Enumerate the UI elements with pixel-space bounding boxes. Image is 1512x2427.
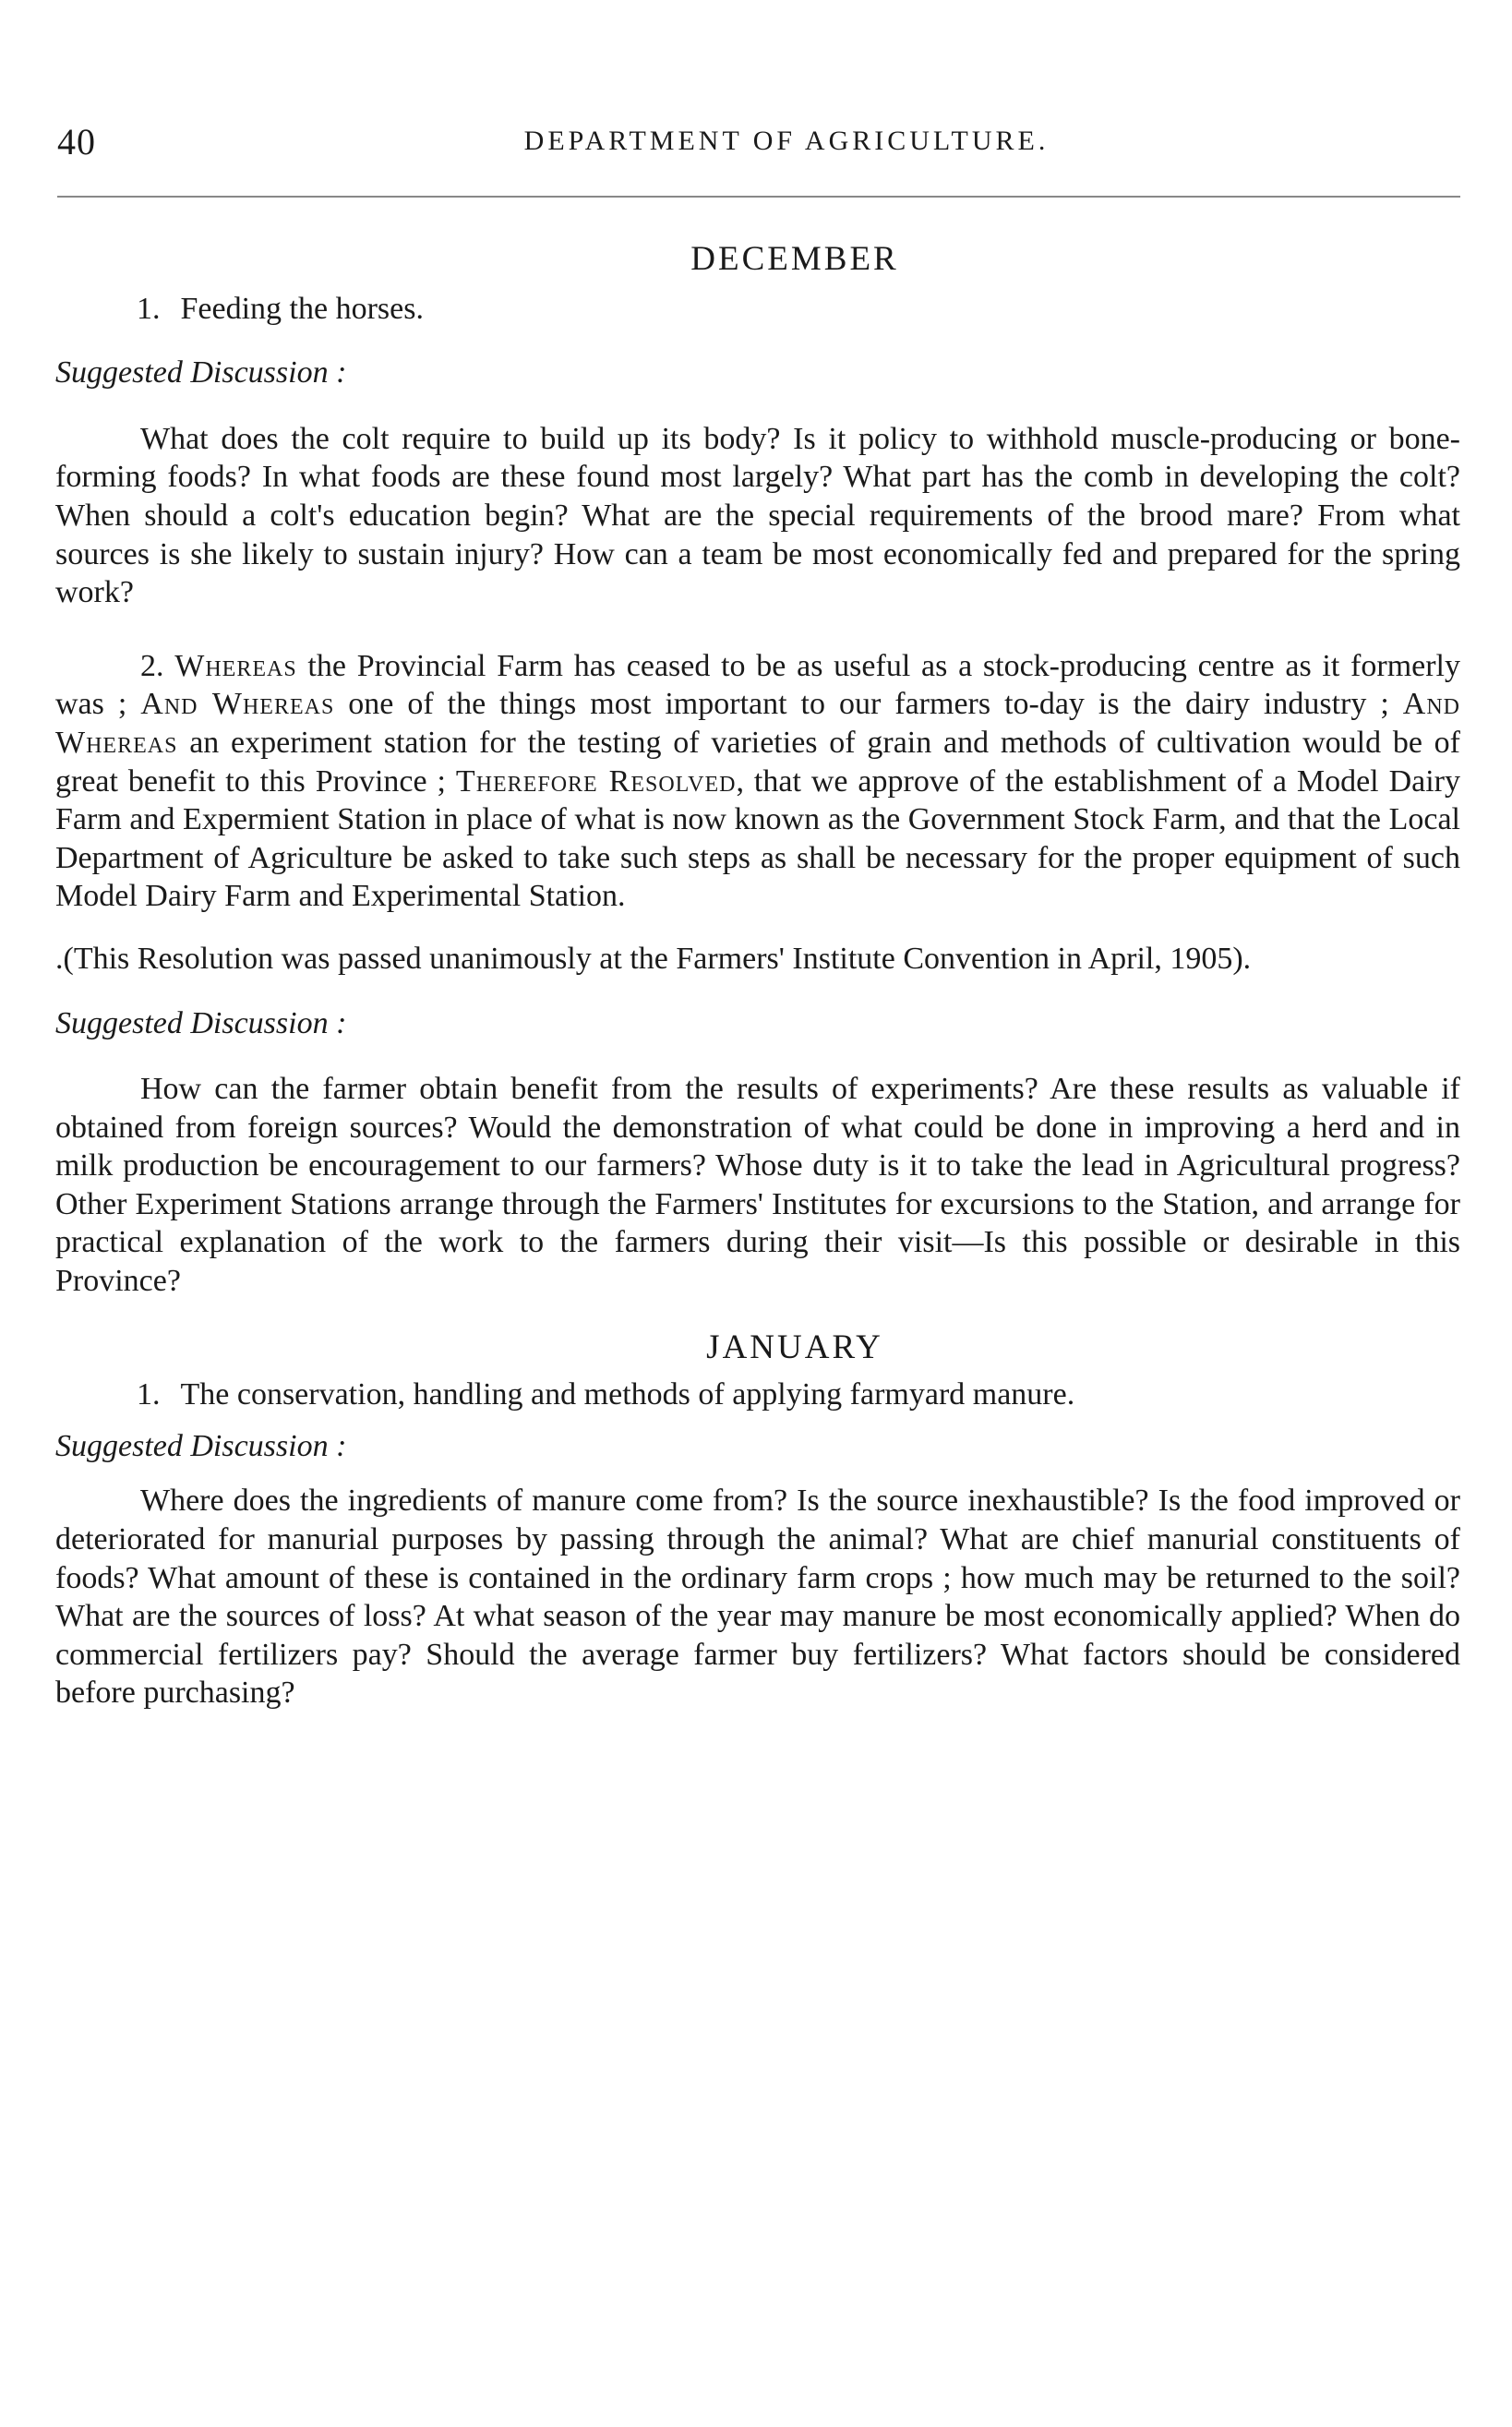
item-number: 1. xyxy=(137,291,161,326)
item-text: Feeding the horses. xyxy=(180,291,424,326)
month-heading-january: JANUARY xyxy=(706,1328,883,1366)
resolution-text: an experiment station for the testing of varieties of grain and methods of cultivation would be of great benefit to this Province ; xyxy=(55,725,1460,799)
discussion-label: Suggested Discussion : xyxy=(55,355,347,390)
item-number: 1. xyxy=(137,1377,161,1412)
resolution-note: .(This Resolution was passed unanimously at the Farmers' Institute Convention in April, 1905). xyxy=(55,941,1252,976)
resolution-paragraph xyxy=(55,647,1460,916)
resolution-text: , that we approve of the establishment of a Model Dairy Farm and Expermient Station in place of what is now known as the Government Stock Farm, and that the Local Department of Agriculture be asked to take such steps as shall be necessary for the proper equipment of such Model Dairy Farm and Experimental Station. xyxy=(55,763,1460,914)
discussion-label: Suggested Discussion : xyxy=(55,1005,347,1040)
page-number: 40 xyxy=(57,121,96,162)
resolved-keyword: Therefore Resolved xyxy=(455,763,737,799)
whereas-keyword: Whereas xyxy=(174,648,297,683)
discussion-paragraph: Where does the ingredients of manure come from? Is the source inexhaustible? Is the food improved or deteriorated for manurial purposes by passing through the animal? What are chief manurial constituents of foods? What amount of these is contained in the ordinary farm crops ; how much may be returned to the soil? What are the sources of loss? At what season of the year may manure be most economically applied? When do commercial fertilizers pay? Should the average farmer buy fertilizers? What factors should be considered before purchasing? xyxy=(55,1484,1460,1711)
discussion-paragraph: How can the farmer obtain benefit from the results of experiments? Are these results as valuable if obtained from foreign sources? Would the demonstration of what could be done in improving a herd and in milk production be encouragement to our farmers? Whose duty is it to take the lead in Agricultural progress? Other Experiment Stations arrange through the Farmers' Institutes for excursions to the Station, and arrange for practical explanation of the work to the farmers during their visit—Is this possible or desirable in this Province? xyxy=(55,1072,1460,1299)
december-item-1 xyxy=(55,290,1460,329)
page-header xyxy=(57,120,1460,175)
discussion-paragraph: What does the colt require to build up its body? Is it policy to withhold muscle-producing or bone-forming foods? In what foods are these found most largely? What part has the comb in developing the colt? When should a colt's education begin? What are the special requirements of the brood mare? From what sources is she likely to sustain injury? How can a team be most economically fed and prepared for the spring work? xyxy=(55,421,1460,610)
january-item-1 xyxy=(55,1376,1460,1414)
page-body xyxy=(55,235,1460,1712)
item-text: The conservation, handling and methods of applying farmyard manure. xyxy=(180,1377,1075,1412)
resolution-text: one of the things most important to our farmers to-day is the dairy industry ; xyxy=(334,687,1403,722)
discussion-label: Suggested Discussion : xyxy=(55,1428,347,1463)
whereas-keyword: And Whereas xyxy=(140,687,335,722)
month-heading-december: DECEMBER xyxy=(690,240,899,278)
running-head: DEPARTMENT OF AGRICULTURE. xyxy=(523,126,1050,156)
whereas-keyword: And Whereas xyxy=(55,687,1460,760)
item-number: 2. xyxy=(140,648,164,683)
resolution-text: the Provincial Farm has ceased to be as useful as a stock-producing centre as it formerly was ; xyxy=(55,648,1461,722)
header-rule xyxy=(57,196,1460,198)
